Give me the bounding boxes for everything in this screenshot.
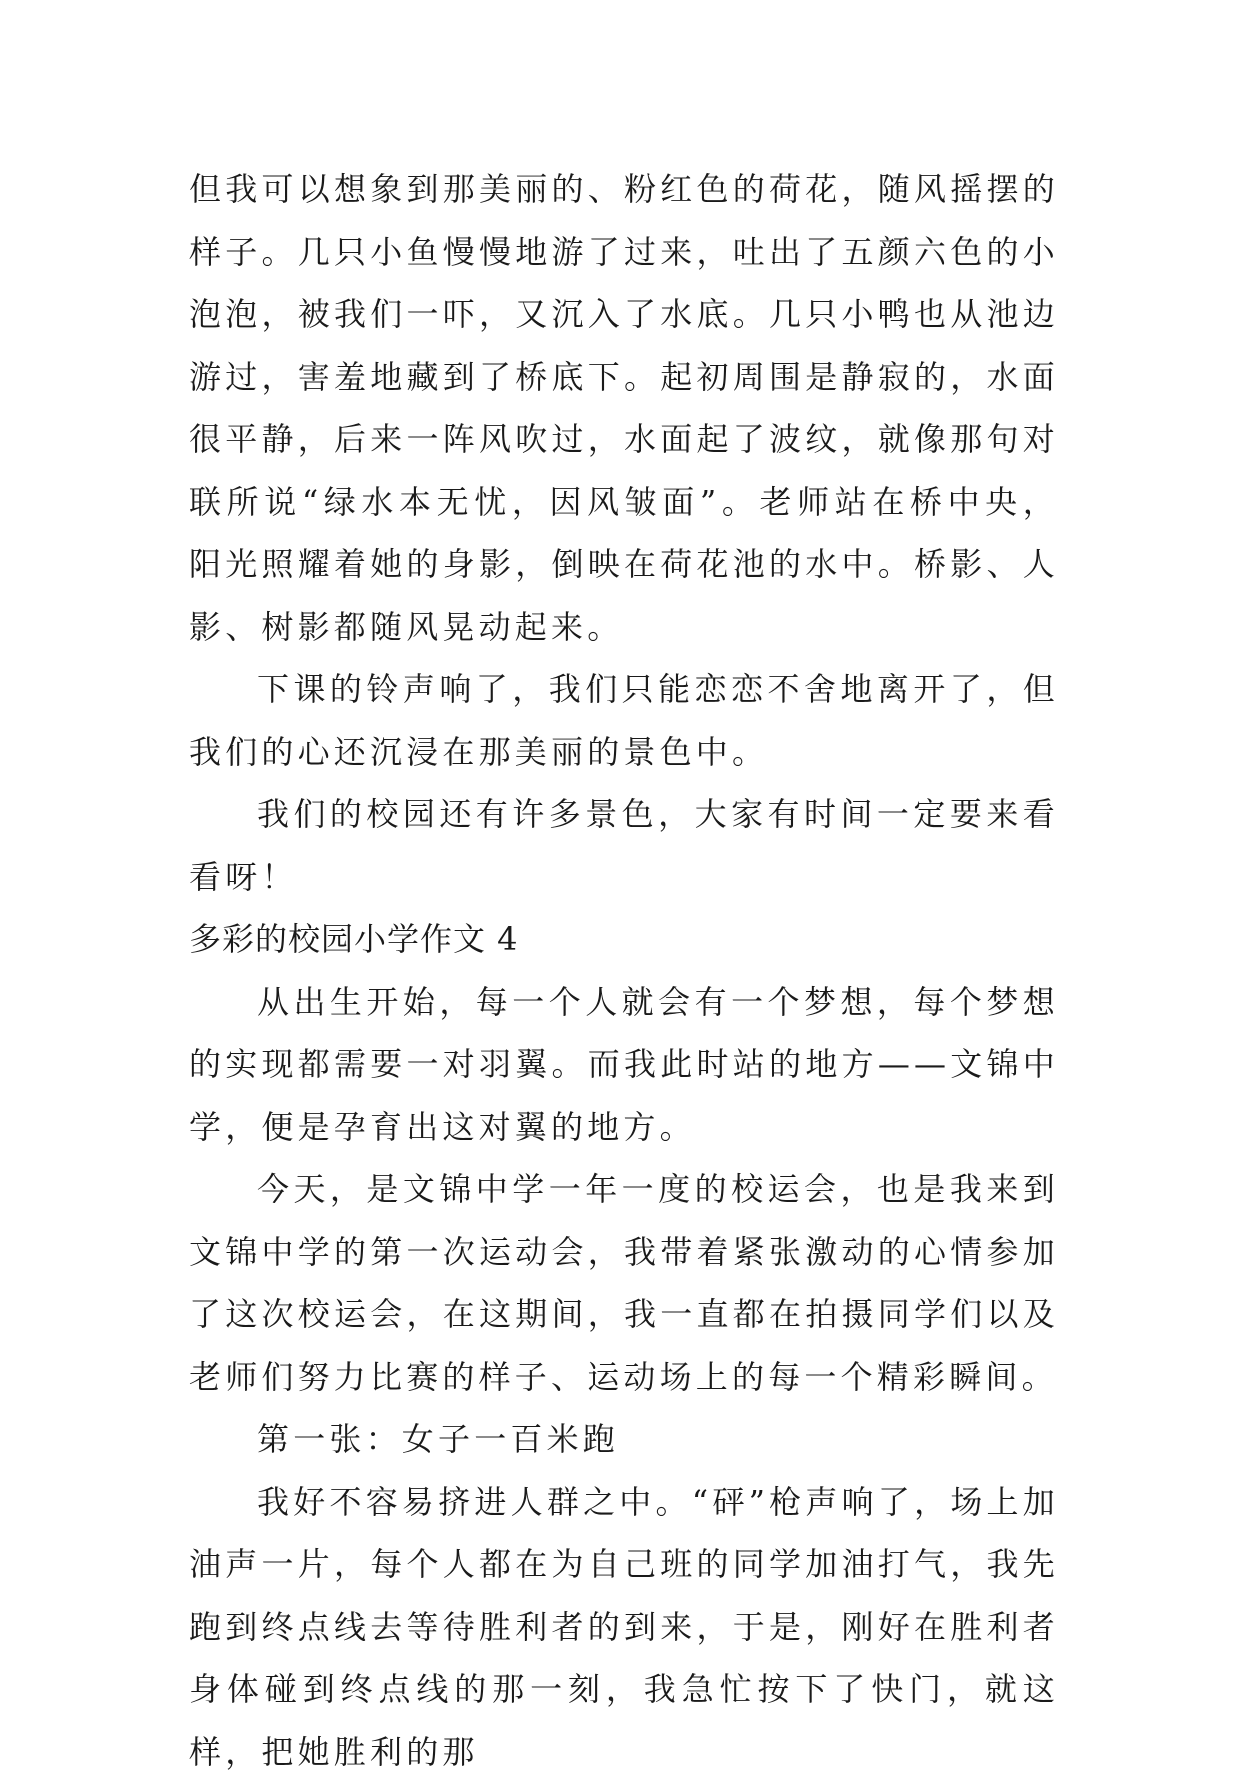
photo-caption: 第一张：女子一百米跑: [189, 1408, 1059, 1471]
essay-title: 多彩的校园小学作文 4: [189, 908, 1059, 971]
paragraph: 我好不容易挤进人群之中。“砰”枪声响了，场上加油声一片，每个人都在为自己班的同学加油打气，我先跑到终点线去等待胜利者的到来，于是，刚好在胜利者身体碰到终点线的那一刻，我急忙按下了快门，就这样，把她胜利的那: [189, 1471, 1059, 1783]
paragraph: 我们的校园还有许多景色，大家有时间一定要来看看呀！: [189, 783, 1059, 908]
paragraph: 从出生开始，每一个人就会有一个梦想，每个梦想的实现都需要一对羽翼。而我此时站的地方——文锦中学，便是孕育出这对翼的地方。: [189, 971, 1059, 1159]
document-body: [189, 158, 1059, 1783]
paragraph: 下课的铃声响了，我们只能恋恋不舍地离开了，但我们的心还沉浸在那美丽的景色中。: [189, 658, 1059, 783]
paragraph-continued: 但我可以想象到那美丽的、粉红色的荷花，随风摇摆的样子。几只小鱼慢慢地游了过来，吐出了五颜六色的小泡泡，被我们一吓，又沉入了水底。几只小鸭也从池边游过，害羞地藏到了桥底下。起初周围是静寂的，水面很平静，后来一阵风吹过，水面起了波纹，就像那句对联所说“绿水本无忧，因风皱面”。老师站在桥中央，阳光照耀着她的身影，倒映在荷花池的水中。桥影、人影、树影都随风晃动起来。: [189, 158, 1059, 658]
paragraph: 今天，是文锦中学一年一度的校运会，也是我来到文锦中学的第一次运动会，我带着紧张激动的心情参加了这次校运会，在这期间，我一直都在拍摄同学们以及老师们努力比赛的样子、运动场上的每一个精彩瞬间。: [189, 1158, 1059, 1408]
